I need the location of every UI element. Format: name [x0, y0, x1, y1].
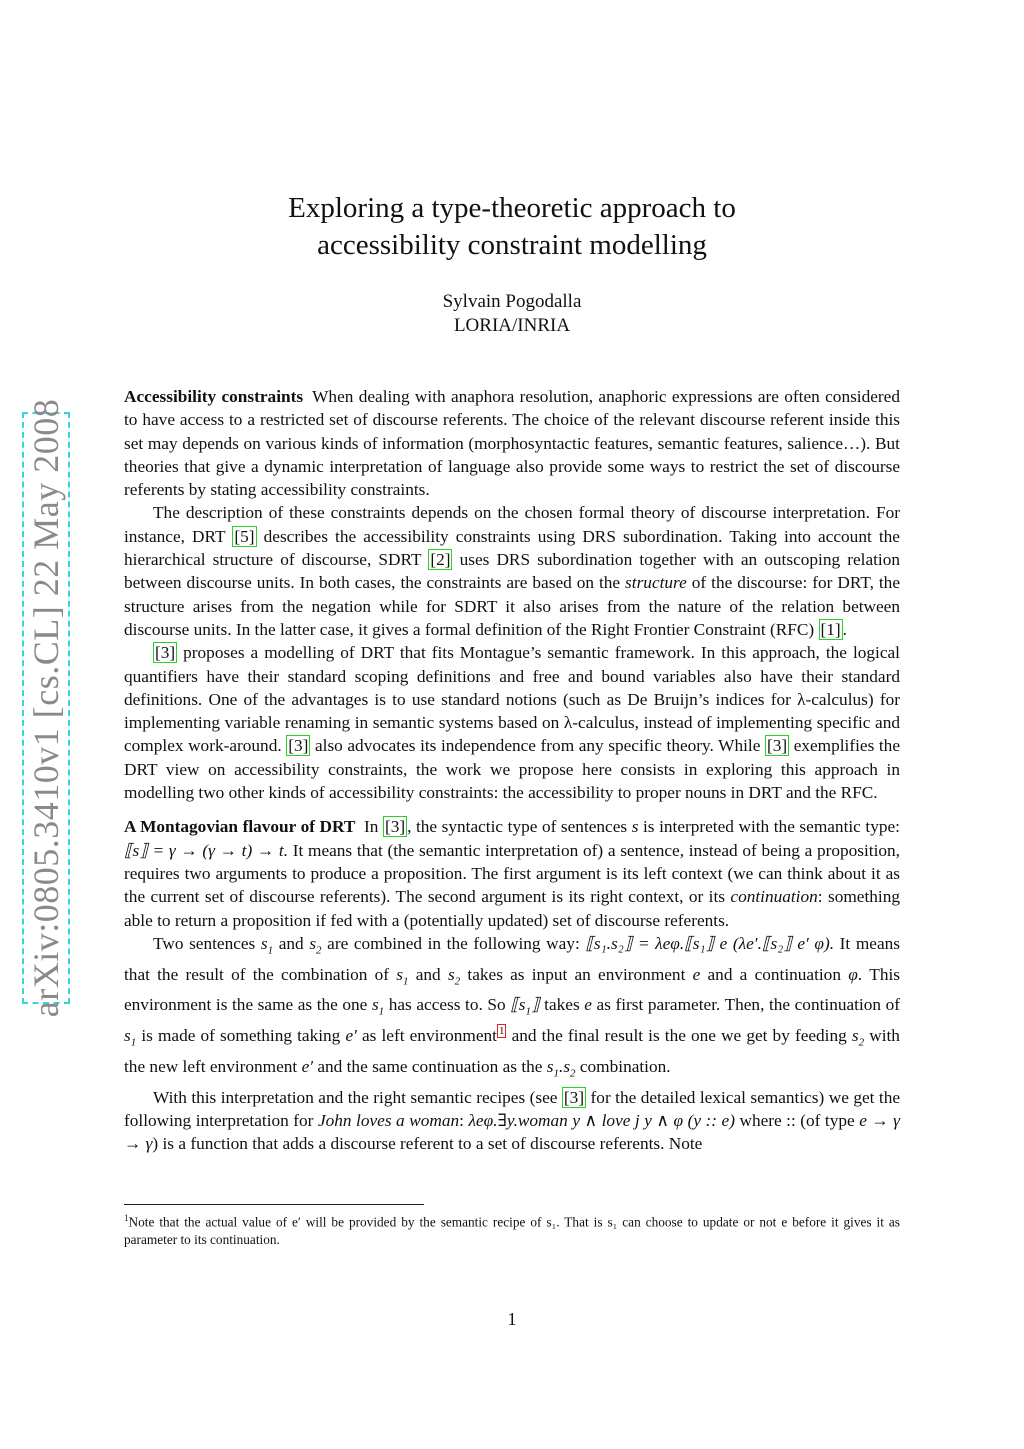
paragraph-text: It means that (the semantic interpretation of) a sentence, instead of being a proposition, requires two arguments to produce a proposition. The first argument is its left context (we can think about it as the current set of discourse referents). The second argument is its right context, or its	[124, 840, 900, 907]
paragraph-text: and	[415, 964, 441, 984]
footnote-number: 1	[124, 1213, 129, 1223]
math-s2: $s_2$	[309, 933, 322, 957]
paper-title	[0, 190, 1024, 264]
citation-link-5[interactable]: [5]	[234, 526, 255, 546]
paragraph-text: .	[842, 619, 847, 639]
math-s1: $s_1$	[124, 1026, 137, 1049]
arxiv-identifier: arXiv:0805.3410v1 [cs.CL] 22 May 2008	[26, 398, 66, 1018]
math-s1: $s_1$	[371, 995, 385, 1018]
paragraph-text: and	[278, 933, 304, 953]
arxiv-identifier-box	[22, 398, 70, 1018]
math-s1-denotation: $⟦s_1⟧$	[510, 995, 540, 1018]
paragraph-text: and the same continuation as the	[317, 1056, 543, 1076]
paragraph-text: with the new left environment	[124, 1026, 900, 1076]
math-e: e	[584, 995, 592, 1015]
page-number: 1	[507, 1309, 517, 1329]
paragraph-text: The description of these constraints depends on the chosen formal theory of discourse interpretation. For instance, DRT	[124, 503, 900, 546]
section2-paragraph-1	[124, 815, 900, 931]
paragraph-text: describes the accessibility constraints using DRS subordination. Taking into account the hierarchical structure of discourse, SDRT	[124, 526, 900, 570]
paragraph-text: proposes a modelling of DRT that fits Montague’s semantic framework. In this approach, the logical quantifiers have their standard scoping definitions and free and bound variables also have their standard definitions. One of the advantages is to use standard notions (such as De Bruijn’s indices for λ-calculus) for implementing variable renaming in semantic systems based on λ-calculus, instead of implementing specific and complex work-around.	[124, 643, 900, 756]
math-e: e	[692, 964, 701, 984]
emphasis: structure	[625, 573, 687, 593]
paragraph-text: has access to. So	[388, 995, 506, 1015]
math-s1-s2: $s_1.s_2$	[546, 1056, 576, 1080]
paragraph-text: as left environment	[362, 1026, 497, 1046]
citation-link-3[interactable]: [3]	[563, 1087, 585, 1107]
section1-paragraph-1	[124, 385, 900, 501]
section1-heading: Accessibility constraints	[124, 387, 304, 406]
footnote-rule	[124, 1204, 424, 1205]
author-block	[0, 290, 1024, 338]
math-formula: e → γ → γ	[124, 1110, 900, 1154]
math-formula: ⟦s₁.s₂⟧ = λeφ.⟦s₁⟧ e (λe′.⟦s₂⟧ e′ φ).	[585, 933, 835, 953]
paragraph-text: takes as input an environment	[467, 964, 686, 984]
math-e-prime: e′	[301, 1056, 314, 1076]
paragraph-text: : something able to return a proposition if fed with a (potentially updated) set of discourse referents.	[124, 887, 900, 930]
author-name: Sylvain Pogodalla	[442, 291, 582, 312]
paragraph-text: is made of something taking	[141, 1026, 341, 1046]
paragraph-text: In	[363, 817, 379, 837]
paragraph-text: as first parameter. Then, the continuation of	[596, 995, 900, 1015]
paragraph-text: where :: (of type	[739, 1110, 855, 1130]
title-line-2: accessibility constraint modelling	[317, 229, 707, 261]
paragraph-text: When dealing with anaphora resolution, anaphoric expressions are often considered to have access to a restricted set of discourse referents. The choice of the relevant discourse referent inside this set may depends on various kinds of information (morphosyntactic features, semantic features, salience…). But theories that give a dynamic interpretation of language also provide some ways to restrict the set of discourse referents by stating accessibility constraints.	[124, 387, 900, 500]
title-line-1: Exploring a type-theoretic approach to	[288, 192, 736, 224]
paragraph-text: exemplifies the DRT view on accessibility constraints, the work we propose here consists in exploring this approach in modelling two other kinds of accessibility constraints: the accessibility to proper nouns in DRT and the RFC.	[124, 736, 900, 803]
emphasis: continuation	[730, 887, 818, 907]
section1-paragraph-2	[124, 501, 900, 641]
section2-paragraph-2	[124, 932, 900, 1086]
paragraph-text: takes	[544, 995, 580, 1015]
citation-link-3[interactable]: [3]	[288, 736, 309, 756]
paragraph-text: and the final result is the one we get by feeding	[511, 1026, 847, 1046]
paragraph-text: uses DRS subordination together with an outscoping relation between discourse units. In both cases, the constraints are based on the	[124, 550, 900, 593]
paragraph-text: for the detailed lexical semantics) we get the following interpretation for	[124, 1087, 901, 1130]
paragraph-text: With this interpretation and the right semantic recipes (see	[153, 1087, 558, 1107]
paragraph-text: combination.	[579, 1056, 671, 1076]
paragraph-text: is interpreted with the semantic type:	[642, 817, 900, 837]
paragraph-text: and a continuation	[707, 964, 841, 984]
footnote	[124, 1209, 900, 1249]
section2-heading: A Montagovian flavour of DRT	[124, 817, 356, 837]
section2-paragraph-3	[124, 1086, 900, 1156]
math-formula: ⟦s⟧ = γ → (γ → t) → t.	[124, 840, 289, 860]
paragraph-text: of the discourse: for DRT, the structure arises from the negation while for SDRT it also arises from the nature of the relation between discourse units. In the latter case, it gives a formal definition of the Right Frontier Constraint (RFC)	[124, 573, 900, 639]
paragraph-text: , the syntactic type of sentences	[407, 817, 628, 837]
citation-link-1[interactable]: [1]	[820, 619, 841, 639]
citation-link-3[interactable]: [3]	[384, 817, 406, 837]
math-formula: λeφ.∃y.woman y ∧ love j y ∧ φ (y :: e)	[468, 1110, 735, 1130]
math-s1: $s_1$	[396, 964, 409, 988]
citation-link-2[interactable]: [2]	[430, 550, 451, 570]
paragraph-text: are combined in the following way:	[327, 933, 580, 953]
paragraph-text: It means that the result of the combination of	[124, 933, 900, 984]
paragraph-text: also advocates its independence from any specific theory. While	[314, 736, 761, 756]
paragraph-text: . This environment is the same as the one	[124, 964, 901, 1015]
math-s2: $s_2$	[447, 964, 461, 988]
math-variable: s	[631, 817, 639, 837]
citation-link-3[interactable]: [3]	[766, 736, 788, 756]
paper-body	[124, 385, 900, 1155]
paragraph-text: Two sentences	[153, 933, 256, 953]
paragraph-text: :	[459, 1110, 464, 1130]
math-s2: $s_2$	[851, 1026, 865, 1049]
footnote-text: Note that the actual value of e′ will be provided by the semantic recipe of s₁. That is s₁ can choose to update or not e before it gives it as parameter to its continuation.	[124, 1214, 900, 1248]
author-affiliation: LORIA/INRIA	[453, 315, 571, 336]
emphasis: John loves a woman	[317, 1110, 460, 1130]
footnote-link-1[interactable]: 1	[498, 1025, 505, 1038]
math-phi: φ	[848, 964, 858, 984]
math-s1: $s_1$	[260, 933, 274, 957]
citation-link-3[interactable]: [3]	[155, 643, 176, 663]
paragraph-text: ) is a function that adds a discourse referent to a set of discourse referents. Note	[152, 1134, 703, 1154]
math-e-prime: e′	[345, 1026, 357, 1046]
section1-paragraph-3	[124, 641, 900, 804]
